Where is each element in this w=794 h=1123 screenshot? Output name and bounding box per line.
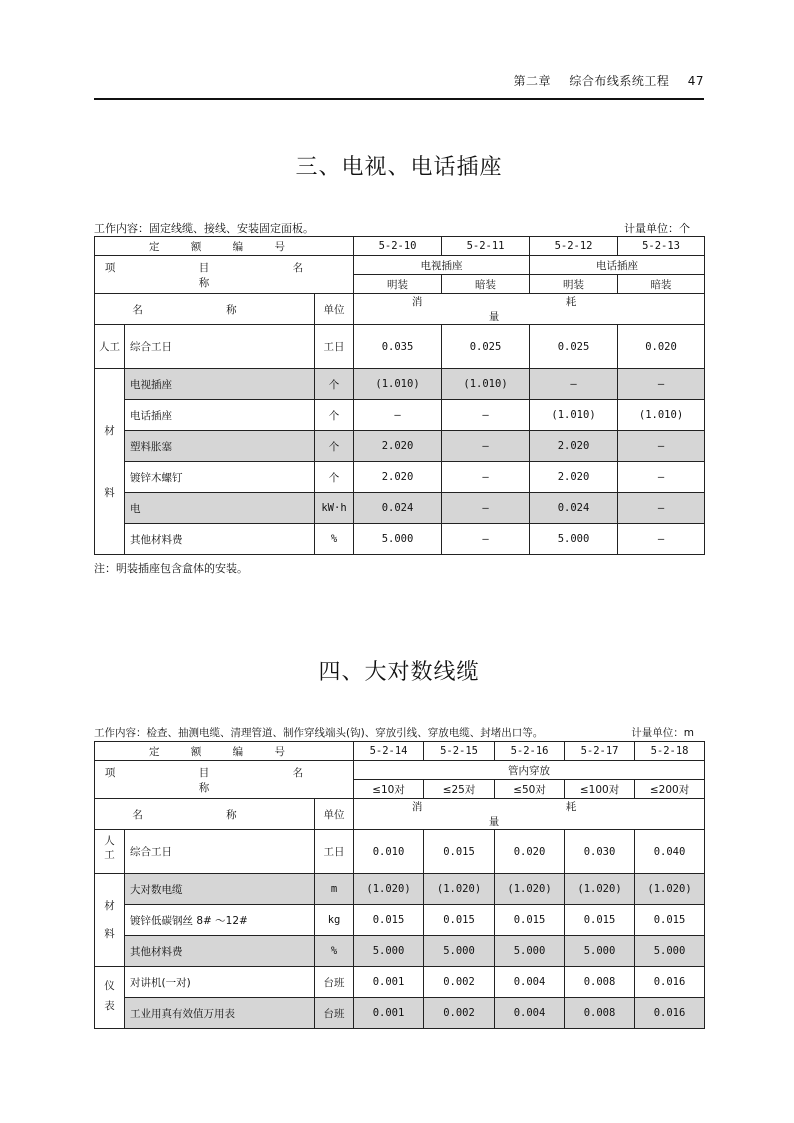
instrument-category-char: 仪表 [104, 979, 115, 1012]
consumption-header: 消 耗 量 [354, 799, 705, 830]
sub-label: ≤50对 [495, 780, 565, 799]
material-name: 电 [125, 493, 315, 524]
labor-unit: 工日 [315, 325, 354, 369]
section2-title: 四、大对数线缆 [318, 660, 480, 685]
instrument-value: 0.004 [495, 967, 565, 998]
material-value: — [618, 369, 705, 400]
material-value: 2.020 [354, 431, 442, 462]
quota-number-header: 定 额 编 号 [95, 742, 354, 761]
page-header [94, 72, 704, 89]
section1-unit: 计量单位：个 [624, 222, 690, 235]
material-value: 0.015 [495, 905, 565, 936]
group-label: 电视插座 [354, 256, 530, 275]
labor-name: 综合工日 [125, 325, 315, 369]
material-value: 2.020 [530, 462, 618, 493]
quota-code: 5-2-16 [495, 742, 565, 761]
material-value: 0.015 [635, 905, 705, 936]
material-value: 2.020 [530, 431, 618, 462]
material-value: (1.010) [618, 400, 705, 431]
material-value: — [442, 431, 530, 462]
name-header: 名 称 [95, 294, 315, 325]
labor-value: 0.025 [530, 325, 618, 369]
material-value: 0.024 [354, 493, 442, 524]
instrument-value: 0.008 [565, 967, 635, 998]
sub-label: ≤10对 [354, 780, 424, 799]
material-value: 0.015 [424, 905, 495, 936]
material-unit: 个 [315, 462, 354, 493]
labor-value: 0.010 [354, 830, 424, 874]
material-unit: % [315, 524, 354, 555]
material-value: 5.000 [565, 936, 635, 967]
material-value: 5.000 [354, 936, 424, 967]
material-value: 5.000 [495, 936, 565, 967]
material-value: 5.000 [424, 936, 495, 967]
sub-label: ≤200对 [635, 780, 705, 799]
material-name: 大对数电缆 [125, 874, 315, 905]
page-number: 47 [687, 74, 704, 88]
material-value: 0.024 [530, 493, 618, 524]
instrument-value: 0.001 [354, 967, 424, 998]
group-label: 管内穿放 [354, 761, 705, 780]
labor-value: 0.020 [618, 325, 705, 369]
labor-value: 0.025 [442, 325, 530, 369]
labor-value: 0.015 [424, 830, 495, 874]
material-value: (1.010) [530, 400, 618, 431]
material-unit: m [315, 874, 354, 905]
section2-unit: 计量单位：m [631, 727, 694, 739]
labor-unit: 工日 [315, 830, 354, 874]
material-value: 0.015 [354, 905, 424, 936]
labor-value: 0.030 [565, 830, 635, 874]
section1-work-content: 工作内容：固定线缆、接线、安装固定面板。 [94, 222, 314, 235]
material-value: — [618, 431, 705, 462]
instrument-name: 对讲机(一对) [125, 967, 315, 998]
sub-label: ≤25对 [424, 780, 495, 799]
material-name: 电视插座 [125, 369, 315, 400]
material-value: — [442, 462, 530, 493]
sub-label: 明装 [354, 275, 442, 294]
labor-category-char: 人工 [104, 835, 115, 861]
material-value: — [618, 493, 705, 524]
material-value: — [442, 493, 530, 524]
material-name: 塑料胀塞 [125, 431, 315, 462]
material-name: 其他材料费 [125, 936, 315, 967]
material-category [95, 369, 125, 555]
material-name: 其他材料费 [125, 524, 315, 555]
item-name-header: 项 目 名 称 [95, 761, 354, 799]
material-value: (1.020) [635, 874, 705, 905]
instrument-value: 0.004 [495, 998, 565, 1029]
labor-value: 0.020 [495, 830, 565, 874]
labor-category [95, 830, 125, 874]
header-rule [94, 98, 704, 100]
quota-code: 5-2-14 [354, 742, 424, 761]
instrument-value: 0.016 [635, 967, 705, 998]
quota-code: 5-2-10 [354, 237, 442, 256]
sub-label: 暗装 [618, 275, 705, 294]
material-category-char: 材料 [104, 424, 115, 499]
material-value: 0.015 [565, 905, 635, 936]
instrument-category [95, 967, 125, 1029]
section1-workline [94, 220, 704, 236]
material-name: 电话插座 [125, 400, 315, 431]
material-value: (1.020) [354, 874, 424, 905]
unit-header: 单位 [315, 799, 354, 830]
quota-code: 5-2-15 [424, 742, 495, 761]
material-value: (1.010) [354, 369, 442, 400]
material-value: — [442, 524, 530, 555]
instrument-value: 0.008 [565, 998, 635, 1029]
group-label: 电话插座 [530, 256, 705, 275]
section2-table [94, 741, 705, 1029]
material-value: (1.020) [495, 874, 565, 905]
name-header: 名 称 [95, 799, 315, 830]
material-value: 5.000 [530, 524, 618, 555]
material-category [95, 874, 125, 967]
material-value: 5.000 [635, 936, 705, 967]
quota-code: 5-2-17 [565, 742, 635, 761]
quota-number-header: 定 额 编 号 [95, 237, 354, 256]
section2-work-content: 工作内容：检查、抽测电缆、清理管道、制作穿线端头(钩)、穿放引线、穿放电缆、封堵出口等。 [94, 727, 544, 739]
book-title: 综合布线系统工程 [569, 74, 670, 88]
item-name-header: 项 目 名 称 [95, 256, 354, 294]
labor-value: 0.040 [635, 830, 705, 874]
instrument-name: 工业用真有效值万用表 [125, 998, 315, 1029]
material-value: (1.020) [424, 874, 495, 905]
instrument-value: 0.002 [424, 998, 495, 1029]
section2-workline [94, 725, 704, 740]
material-value: — [354, 400, 442, 431]
material-name: 镀锌低碳钢丝 8# ～12# [125, 905, 315, 936]
quota-code: 5-2-12 [530, 237, 618, 256]
material-unit: 个 [315, 369, 354, 400]
sub-label: ≤100对 [565, 780, 635, 799]
section1-table [94, 236, 705, 555]
sub-label: 暗装 [442, 275, 530, 294]
material-value: 2.020 [354, 462, 442, 493]
labor-category: 人工 [95, 325, 125, 369]
instrument-value: 0.001 [354, 998, 424, 1029]
material-category-char: 材料 [104, 900, 115, 940]
quota-code: 5-2-13 [618, 237, 705, 256]
material-value: 5.000 [354, 524, 442, 555]
material-value: — [530, 369, 618, 400]
quota-code: 5-2-11 [442, 237, 530, 256]
consumption-header: 消 耗 量 [354, 294, 705, 325]
sub-label: 明装 [530, 275, 618, 294]
material-unit: 个 [315, 400, 354, 431]
instrument-value: 0.016 [635, 998, 705, 1029]
unit-header: 单位 [315, 294, 354, 325]
material-unit: kg [315, 905, 354, 936]
labor-name: 综合工日 [125, 830, 315, 874]
material-value: (1.020) [565, 874, 635, 905]
quota-code: 5-2-18 [635, 742, 705, 761]
instrument-unit: 台班 [315, 967, 354, 998]
material-unit: 个 [315, 431, 354, 462]
instrument-unit: 台班 [315, 998, 354, 1029]
material-unit: % [315, 936, 354, 967]
instrument-value: 0.002 [424, 967, 495, 998]
material-name: 镀锌木螺钉 [125, 462, 315, 493]
section1-note: 注：明装插座包含盒体的安装。 [94, 562, 248, 575]
material-value: — [618, 462, 705, 493]
material-unit: kW·h [315, 493, 354, 524]
chapter-label: 第二章 [513, 74, 552, 88]
section1-title: 三、电视、电话插座 [295, 155, 503, 180]
material-value: — [618, 524, 705, 555]
material-value: — [442, 400, 530, 431]
material-value: (1.010) [442, 369, 530, 400]
labor-value: 0.035 [354, 325, 442, 369]
